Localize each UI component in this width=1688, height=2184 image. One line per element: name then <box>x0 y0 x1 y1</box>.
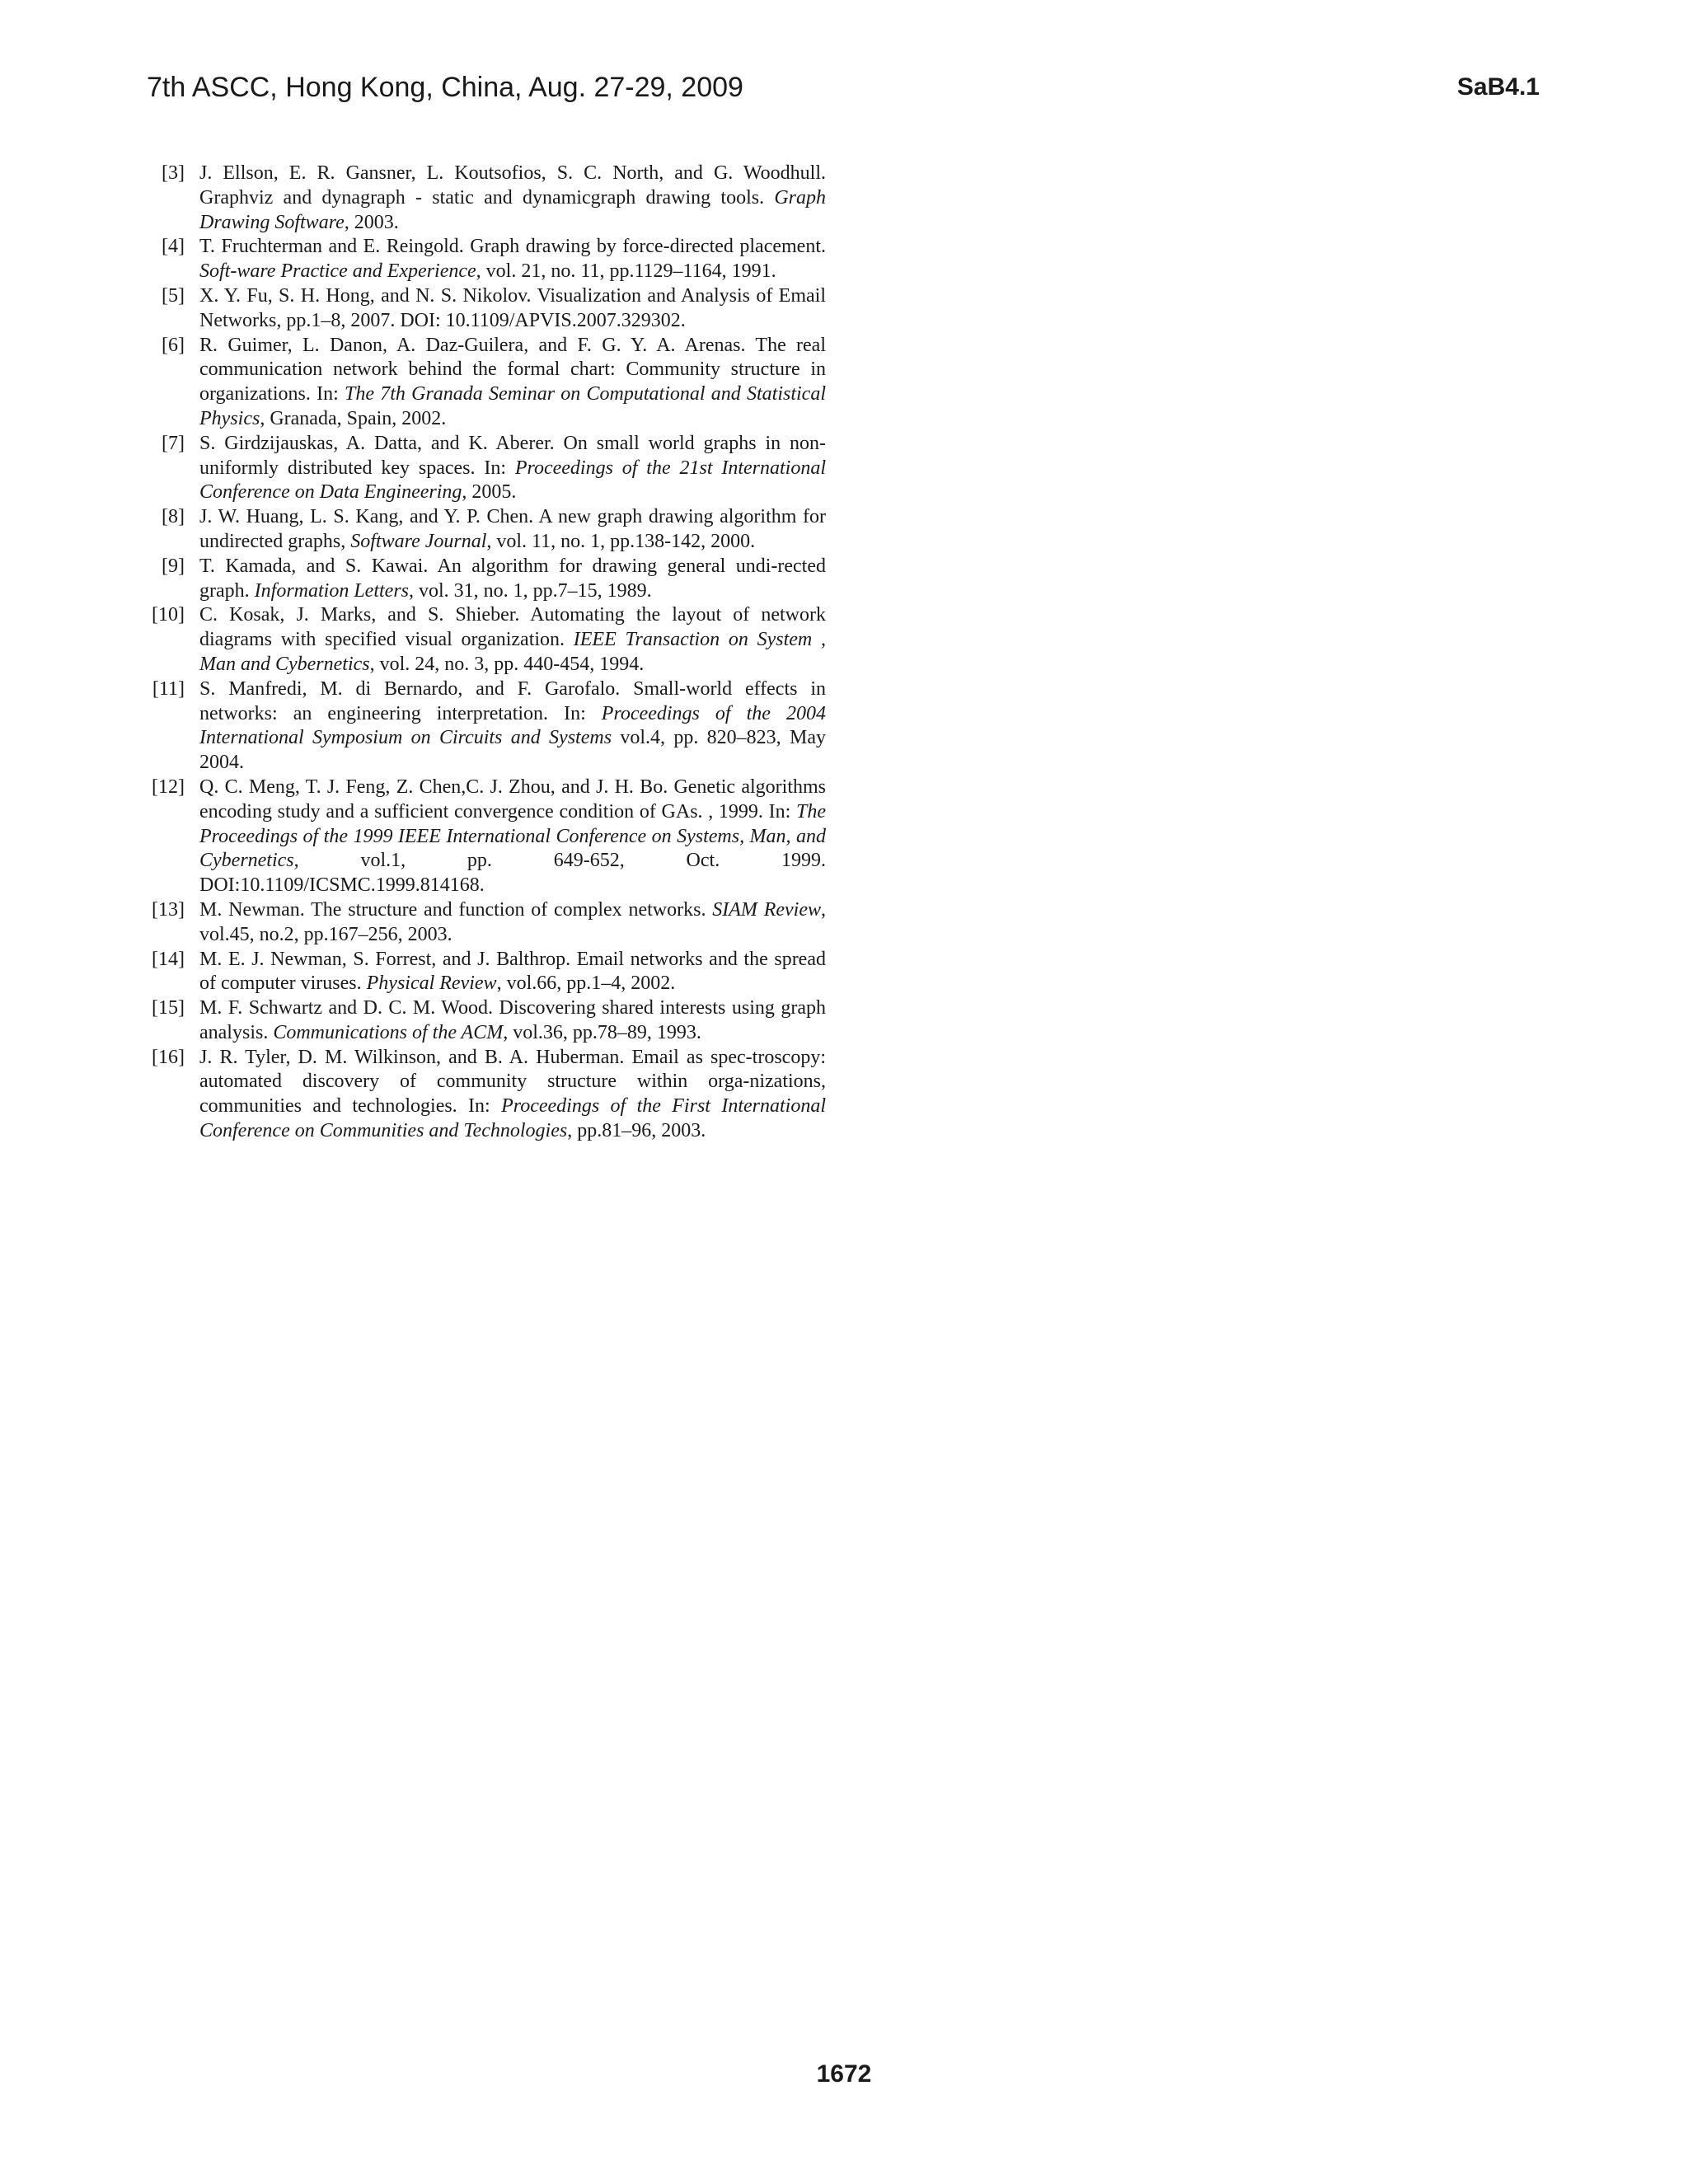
reference-authors: C. Kosak, J. Marks, and S. Shieber. Automating the layout of network diagrams with specified visual organization. <box>199 604 826 651</box>
reference-item <box>140 432 826 505</box>
reference-text <box>199 334 826 432</box>
reference-authors: J. W. Huang, L. S. Kang, and Y. P. Chen. A new graph drawing algorithm for undirected graphs, <box>199 506 826 552</box>
reference-item <box>140 898 826 948</box>
reference-text <box>199 1046 826 1144</box>
reference-item <box>140 996 826 1046</box>
reference-authors: S. Manfredi, M. di Bernardo, and F. Garofalo. Small-world effects in networks: an engineering interpretation. In: <box>199 677 826 724</box>
reference-number: [4] <box>162 236 185 258</box>
reference-number: [8] <box>162 506 185 528</box>
reference-item <box>140 334 826 432</box>
reference-item <box>140 505 826 555</box>
reference-details: , Granada, Spain, 2002. <box>260 407 447 429</box>
reference-venue: Proceedings of the 21st International Conference on Data Engineering <box>199 457 826 504</box>
reference-authors: M. F. Schwartz and D. C. M. Wood. Discovering shared interests using graph analysis. <box>199 997 826 1043</box>
reference-authors: J. Ellson, E. R. Gansner, L. Koutsofios, S. C. North, and G. Woodhull. Graphviz and dynagraph - static and dynamicgraph drawing tools. <box>199 162 826 209</box>
reference-details: , vol. 11, no. 1, pp.138-142, 2000. <box>486 530 756 552</box>
reference-item <box>140 235 826 284</box>
reference-details: , vol. 24, no. 3, pp. 440-454, 1994. <box>369 653 645 675</box>
reference-details: , vol.1, pp. 649-652, Oct. 1999. DOI:10.1109/ICSMC.1999.814168. <box>199 850 826 897</box>
reference-authors: M. E. J. Newman, S. Forrest, and J. Balthrop. Email networks and the spread of computer viruses. <box>199 948 826 995</box>
reference-details: , 2003. <box>344 211 399 233</box>
reference-text <box>199 996 826 1046</box>
reference-details: , vol.66, pp.1–4, 2002. <box>496 972 676 995</box>
reference-venue: The 7th Granada Seminar on Computational and Statistical Physics <box>199 383 826 429</box>
session-code: SaB4.1 <box>1456 73 1540 101</box>
reference-item <box>140 677 826 776</box>
reference-item <box>140 1046 826 1144</box>
reference-item <box>140 284 826 334</box>
reference-venue: Software Journal <box>350 530 487 552</box>
reference-text <box>199 898 826 948</box>
reference-number: [3] <box>162 162 185 184</box>
reference-details: , vol.45, no.2, pp.167–256, 2003. <box>199 898 827 945</box>
reference-venue: SIAM Review <box>712 898 822 921</box>
reference-number: [10] <box>152 604 185 626</box>
reference-authors: S. Girdzijauskas, A. Datta, and K. Aberer. On small world graphs in non-uniformly distributed key spaces. In: <box>199 432 826 479</box>
reference-authors: R. Guimer, L. Danon, A. Daz-Guilera, and F. G. Y. A. Arenas. The real communication network behind the formal chart: Community structure in organizations. In: <box>199 334 826 405</box>
reference-item <box>140 555 826 604</box>
reference-details: , 2005. <box>462 481 517 504</box>
reference-number: [6] <box>162 334 185 356</box>
reference-number: [13] <box>152 898 185 921</box>
reference-item <box>140 603 826 677</box>
reference-number: [15] <box>152 997 185 1019</box>
reference-details: , vol.36, pp.78–89, 1993. <box>503 1021 701 1043</box>
reference-number: [5] <box>162 284 185 307</box>
reference-text <box>199 162 826 235</box>
reference-number: [9] <box>162 555 185 577</box>
reference-details: vol.4, pp. 820–823, May 2004. <box>199 727 826 774</box>
reference-venue: IEEE Transaction on System , Man and Cybernetics <box>199 629 826 675</box>
reference-authors: M. Newman. The structure and function of complex networks. <box>199 898 713 921</box>
reference-details: , vol. 21, no. 11, pp.1129–1164, 1991. <box>476 260 776 283</box>
reference-venue: Communications of the ACM <box>273 1021 504 1043</box>
reference-item <box>140 162 826 235</box>
reference-text <box>199 776 826 898</box>
reference-number: [14] <box>152 948 185 970</box>
reference-authors: J. R. Tyler, D. M. Wilkinson, and B. A. Huberman. Email as spec-troscopy: automated discovery of community structure within orga-nizations, communities and technologies. In: <box>199 1046 826 1118</box>
reference-venue: Graph Drawing Software <box>199 186 826 233</box>
reference-text <box>199 284 826 334</box>
reference-number: [12] <box>152 776 185 798</box>
reference-text <box>199 505 826 555</box>
reference-text <box>199 603 826 677</box>
reference-item <box>140 948 826 997</box>
reference-venue: Physical Review <box>366 972 497 995</box>
reference-authors: X. Y. Fu, S. H. Hong, and N. S. Nikolov. Visualization and Analysis of Email Networks, pp.1–8, 2007. DOI: 10.1109/APVIS.2007.329302. <box>199 284 826 331</box>
reference-venue: The Proceedings of the 1999 IEEE International Conference on Systems, Man, and Cybernetics <box>199 800 826 872</box>
reference-venue: Information Letters <box>254 579 409 602</box>
page-number: 1672 <box>816 2060 872 2088</box>
reference-number: [7] <box>162 432 185 454</box>
reference-venue: Proceedings of the First International Conference on Communities and Technologies <box>199 1095 826 1142</box>
reference-number: [11] <box>152 677 185 700</box>
reference-list <box>140 162 826 1144</box>
reference-text <box>199 235 826 284</box>
reference-authors: Q. C. Meng, T. J. Feng, Z. Chen,C. J. Zhou, and J. H. Bo. Genetic algorithms encoding study and a sufficient convergence condition of GAs. , 1999. In: <box>199 776 826 823</box>
reference-item <box>140 776 826 898</box>
reference-number: [16] <box>152 1046 185 1068</box>
reference-text <box>199 948 826 997</box>
reference-authors: T. Kamada, and S. Kawai. An algorithm for drawing general undi-rected graph. <box>199 555 826 602</box>
reference-authors: T. Fruchterman and E. Reingold. Graph drawing by force-directed placement. <box>199 236 826 258</box>
reference-text <box>199 677 826 776</box>
reference-text <box>199 555 826 604</box>
running-header: 7th ASCC, Hong Kong, China, Aug. 27-29, 2009 <box>147 72 743 103</box>
reference-details: , vol. 31, no. 1, pp.7–15, 1989. <box>409 579 652 602</box>
reference-text <box>199 432 826 505</box>
reference-details: , pp.81–96, 2003. <box>567 1120 706 1142</box>
reference-venue: Soft-ware Practice and Experience <box>199 260 476 283</box>
reference-venue: Proceedings of the 2004 International Symposium on Circuits and Systems <box>199 702 827 749</box>
